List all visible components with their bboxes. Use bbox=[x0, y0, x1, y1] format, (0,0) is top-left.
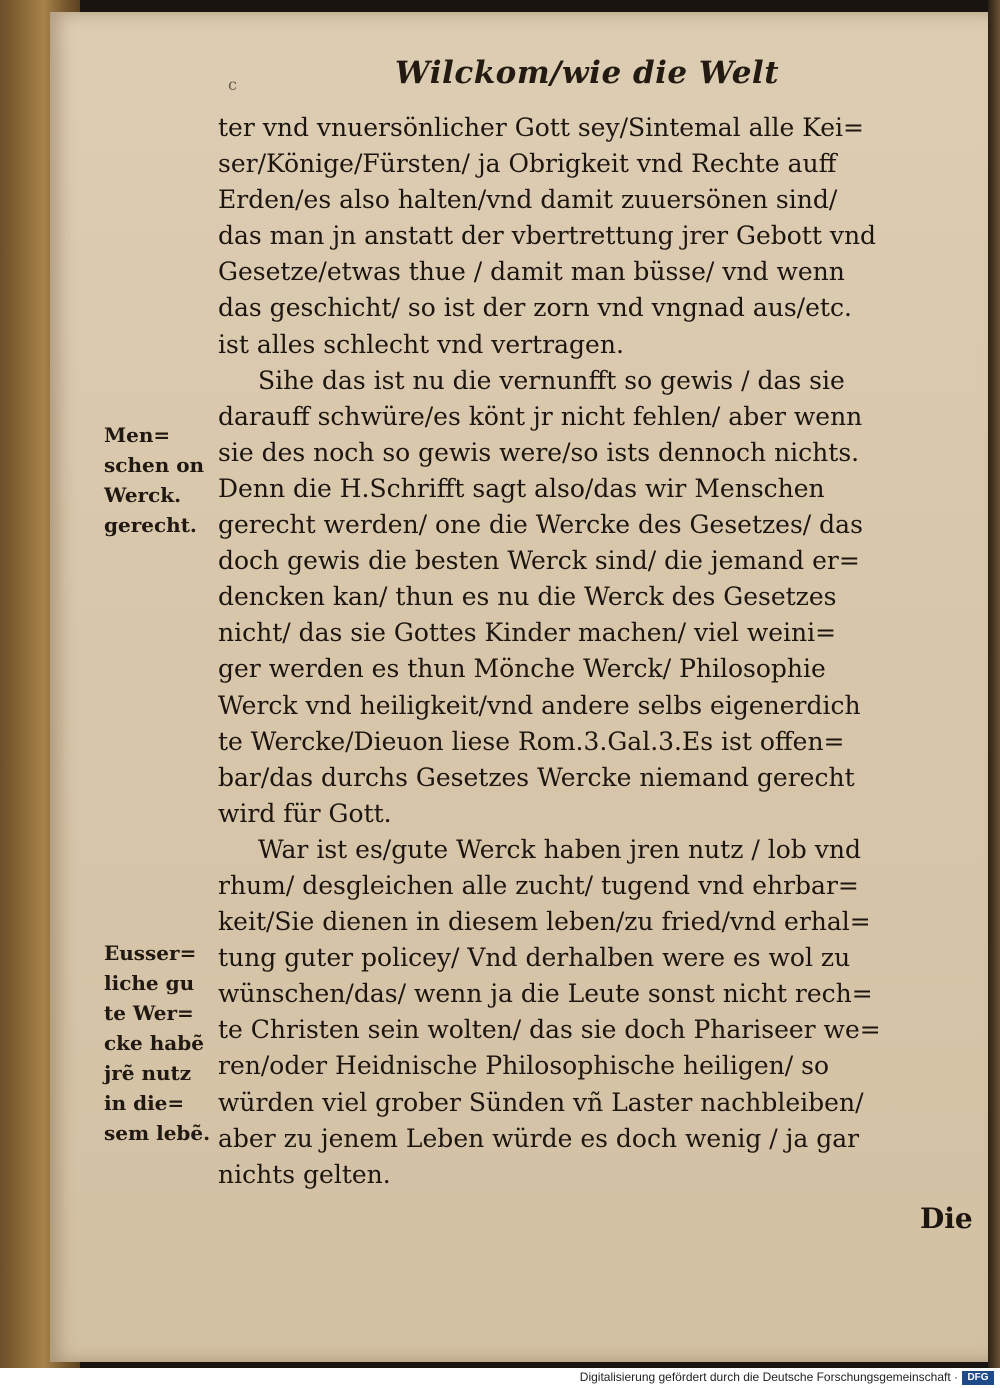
gloss-line: jrẽ nutz bbox=[104, 1061, 192, 1085]
signature-mark: c bbox=[228, 75, 237, 94]
gloss-line: Men= bbox=[104, 423, 171, 447]
text-line: ger werden es thun Mönche Werck/ Philosophie bbox=[218, 654, 826, 684]
text-line: sie des noch so gewis were/so ists dennoch nichts. bbox=[218, 437, 860, 467]
catchword: Die bbox=[920, 1202, 973, 1235]
text-line: nichts gelten. bbox=[218, 1159, 391, 1189]
text-line: darauff schwüre/es könt jr nicht fehlen/ aber wenn bbox=[218, 401, 863, 431]
marginal-gloss-2 bbox=[104, 938, 222, 1148]
text-line: Denn die H.Schrifft sagt also/das wir Menschen bbox=[218, 473, 825, 503]
text-line: das man jn anstatt der vbertrettung jrer Gebott vnd bbox=[218, 221, 877, 251]
text-line: Werck vnd heiligkeit/vnd andere selbs eigenerdich bbox=[218, 690, 861, 720]
paragraph-start-line: Sihe das ist nu die vernunfft so gewis / das sie bbox=[258, 365, 845, 395]
page-edge-shadow bbox=[988, 0, 1000, 1368]
gloss-line: schen on bbox=[104, 453, 205, 477]
gloss-line: te Wer= bbox=[104, 1001, 194, 1025]
text-line: ren/oder Heidnische Philosophische heiligen/ so bbox=[218, 1051, 830, 1081]
gloss-line: sem lebẽ. bbox=[104, 1121, 211, 1145]
body-text bbox=[218, 110, 988, 1193]
gloss-line: Werck. bbox=[104, 483, 182, 507]
text-line: bar/das durchs Gesetzes Wercke niemand gerecht bbox=[218, 762, 855, 792]
text-line: wird für Gott. bbox=[218, 798, 392, 828]
gloss-line: Eusser= bbox=[104, 941, 197, 965]
text-line: dencken kan/ thun es nu die Werck des Gesetzes bbox=[218, 582, 837, 612]
paragraph-start-line: War ist es/gute Werck haben jren nutz / lob vnd bbox=[258, 834, 861, 864]
text-line: nicht/ das sie Gottes Kinder machen/ viel weini= bbox=[218, 618, 837, 648]
text-line: gerecht werden/ one die Wercke des Gesetzes/ das bbox=[218, 510, 863, 540]
gloss-line: cke habẽ bbox=[104, 1031, 204, 1055]
funding-credit: Digitalisierung gefördert durch die Deutsche Forschungsgemeinschaft · bbox=[579, 1370, 958, 1384]
running-head: Wilckom/wie die Welt bbox=[395, 55, 780, 91]
text-line: ser/Könige/Fürsten/ ja Obrigkeit vnd Rechte auff bbox=[218, 149, 837, 179]
text-line: keit/Sie dienen in diesem leben/zu fried/vnd erhal= bbox=[218, 907, 871, 937]
text-line: te Wercke/Dieuon liese Rom.3.Gal.3.Es ist offen= bbox=[218, 726, 845, 756]
digitization-footer bbox=[0, 1368, 1000, 1388]
text-line: rhum/ desgleichen alle zucht/ tugend vnd ehrbar= bbox=[218, 870, 859, 900]
gloss-line: gerecht. bbox=[104, 513, 197, 537]
gloss-line: liche gu bbox=[104, 971, 195, 995]
text-line: te Christen sein wolten/ das sie doch Phariseer we= bbox=[218, 1015, 881, 1045]
text-line: Gesetze/etwas thue / damit man büsse/ vnd wenn bbox=[218, 257, 845, 287]
text-line: doch gewis die besten Werck sind/ die jemand er= bbox=[218, 546, 860, 576]
text-line: tung guter policey/ Vnd derhalben were es wol zu bbox=[218, 943, 851, 973]
text-line: wünschen/das/ wenn ja die Leute sonst nicht rech= bbox=[218, 979, 873, 1009]
dfg-logo: DFG bbox=[962, 1371, 994, 1385]
marginal-gloss-1 bbox=[104, 420, 222, 540]
text-line: würden viel grober Sünden vñ Laster nachbleiben/ bbox=[218, 1087, 864, 1117]
text-line: ter vnd vnuersönlicher Gott sey/Sintemal alle Kei= bbox=[218, 113, 864, 142]
text-line: das geschicht/ so ist der zorn vnd vngnad aus/etc. bbox=[218, 293, 852, 323]
text-line: ist alles schlecht vnd vertragen. bbox=[218, 329, 624, 359]
text-line: Erden/es also halten/vnd damit zuuersönen sind/ bbox=[218, 185, 838, 215]
text-line: aber zu jenem Leben würde es doch wenig / ja gar bbox=[218, 1123, 860, 1153]
gloss-line: in die= bbox=[104, 1091, 185, 1115]
